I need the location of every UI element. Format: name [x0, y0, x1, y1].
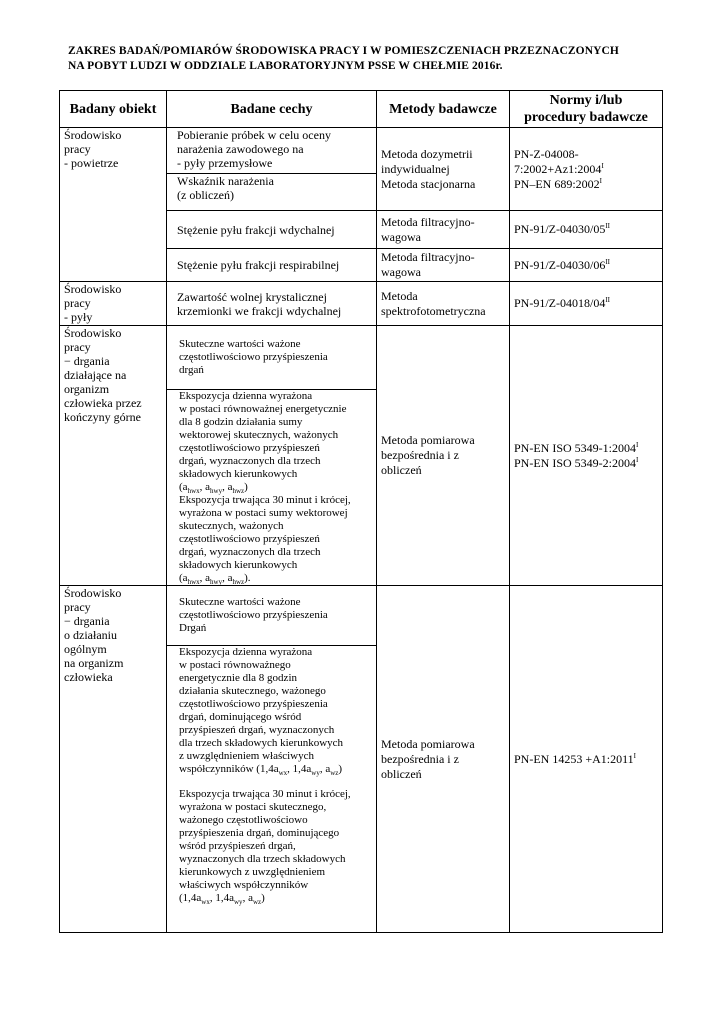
- norm-text: PN-EN ISO $5349-2:2004^I$: [514, 455, 639, 470]
- method-text: Metoda filtracyjno- wagowa: [381, 214, 475, 244]
- feature-text: Pobieranie próbek w celu oceny narażenia zawodowego na - pyły przemysłowe: [177, 128, 331, 170]
- method-cell: [377, 282, 510, 326]
- norm-text: PN-91/Z-04018/04: [514, 296, 606, 310]
- norm-text: PN-EN 14253 +A1:2011: [514, 751, 634, 766]
- norm-cell: $PN-91/Z-04030/06^{II}$: [510, 249, 663, 282]
- document-title: [68, 44, 668, 73]
- table-row: [60, 128, 663, 174]
- norm-text: $7:2002+Az1:2004^I$: [514, 161, 604, 176]
- method-cell: [377, 211, 510, 249]
- header-norms: [510, 91, 663, 128]
- header-features: Badane cechy: [167, 91, 377, 128]
- feature-text: Ekspozycja dzienna wyrażona w postaci równoważnej energetycznie dla 8 godzin działania sumy wektorowej skutecznych, ważonych częstotliwościowo przyśpieszeń drgań, wyznaczonych dla trzech składowych kierunkowych: [179, 390, 347, 480]
- feature-text: Stężenie pyłu frakcji wdychalnej: [177, 222, 335, 237]
- norm-text: PN-91/Z-04030/05: [514, 222, 606, 236]
- feature-cell: [167, 390, 377, 586]
- object-cell: [60, 326, 167, 586]
- feature-cell: [167, 128, 377, 174]
- object-cell: [60, 128, 167, 282]
- feature-text: Skuteczne wartości ważone częstotliwościowo przyśpieszenia drgań: [179, 338, 328, 376]
- table-row: [60, 586, 663, 646]
- object-text: Środowisko pracy - pyły: [64, 282, 122, 324]
- method-cell: [377, 326, 510, 586]
- norm-text: PN-91/Z-04030/06: [514, 257, 606, 272]
- header-norms-line1: Normy i/lub: [549, 93, 623, 108]
- feature-text: Ekspozycja trwająca 30 minut i krócej, wyrażona w postaci skutecznego, ważonego częstotliwościowo przyśpieszenia drgań, dominującego wśród przyśpieszeń drgań, wyznaczonych dla trzech składowych kierunkowych z uwzględnieniem właściwych współczynników: [179, 788, 351, 891]
- feature-text: Wskaźnik narażenia (z obliczeń): [177, 174, 274, 202]
- header-methods: Metody badawcze: [377, 91, 510, 128]
- feature-cell: [167, 646, 377, 933]
- norm-cell: [510, 128, 663, 211]
- feature-text: Ekspozycja trwająca 30 minut i krócej, wyrażona w postaci sumy wektorowej skutecznych, ważonych częstotliwościowo przyśpieszeń drgań, wyznaczonych dla trzech składowych kierunkowych: [179, 494, 351, 571]
- feature-formula: ($1,4a_{wx}$, $1,4a_{wy}$, $a_{wz}$): [179, 892, 265, 907]
- norm-cell: PN-EN $14253 +A1:2011^I$: [510, 586, 663, 933]
- feature-cell: [167, 586, 377, 646]
- norm-cell: $PN-91/Z-04030/05^{II}$: [510, 211, 663, 249]
- feature-cell: [167, 282, 377, 326]
- object-text: Środowisko pracy − drgania działające na organizm człowieka przez kończyny górne: [64, 326, 142, 424]
- method-text: Metoda pomiarowa bezpośrednia i z obliczeń: [381, 433, 475, 477]
- feature-formula: ($a_{hwx}$, $a_{hwy}$, $a_{hwz}$).: [179, 572, 251, 587]
- norm-text: PN-EN ISO $5349-1:2004^I$: [514, 440, 639, 455]
- method-text: Metoda dozymetrii indywidualnej Metoda stacjonarna: [381, 146, 476, 191]
- feature-text: Skuteczne wartości ważone częstotliwościowo przyśpieszenia Drgań: [179, 596, 328, 634]
- norm-cell: [510, 326, 663, 586]
- feature-cell: [167, 249, 377, 282]
- method-cell: [377, 586, 510, 933]
- header-row: [60, 91, 663, 128]
- header-norms-line2: procedury badawcze: [524, 110, 648, 125]
- method-cell: [377, 249, 510, 282]
- method-text: Metoda pomiarowa bezpośrednia i z obliczeń: [381, 736, 475, 781]
- scope-table: [59, 90, 663, 933]
- norm-text: PN–EN $689:2002^I$: [514, 176, 603, 191]
- feature-text: Stężenie pyłu frakcji respirabilnej: [177, 258, 340, 272]
- header-object: Badany obiekt: [60, 91, 167, 128]
- object-cell: [60, 586, 167, 933]
- norm-cell: $PN-91/Z-04018/04^{II}$: [510, 282, 663, 326]
- object-text: Środowisko pracy - powietrze: [64, 128, 122, 170]
- norm-text: PN-Z-04008-: [514, 146, 579, 161]
- feature-cell: [167, 174, 377, 211]
- object-text: Środowisko pracy − drgania o działaniu ogólnym na organizm człowieka: [64, 586, 124, 684]
- title-line-1: ZAKRES BADAŃ/POMIARÓW ŚRODOWISKA PRACY I W POMIESZCZENIACH PRZEZNACZONYCH: [68, 45, 619, 57]
- method-text: Metoda spektrofotometryczna: [381, 288, 486, 318]
- feature-text: Zawartość wolnej krystalicznej krzemionki we frakcji wdychalnej: [177, 289, 342, 318]
- feature-text: Ekspozycja dzienna wyrażona w postaci równoważnego energetycznie dla 8 godzin działania skutecznego, ważonego częstotliwościowo przyśpieszenia drgań, dominującego wśród przyśpieszeń drgań, wyznaczonych dla trzech składowych kierunkowych z uwzględnieniem właściwych współczynników ($1,4a_{wx}$, $1,4a_{wy}$, $a_{wz}$): [179, 646, 344, 778]
- object-cell: [60, 282, 167, 326]
- feature-formula: ($a_{hwx}$, $a_{hwy}$, $a_{hwz}$): [179, 481, 248, 496]
- feature-cell: [167, 211, 377, 249]
- method-cell: [377, 128, 510, 211]
- feature-cell: [167, 326, 377, 390]
- table-row: [60, 282, 663, 326]
- method-text: Metoda filtracyjno- wagowa: [381, 250, 475, 279]
- title-line-2: NA POBYT LUDZI W ODDZIALE LABORATORYJNYM PSSE W CHEŁMIE 2016r.: [68, 59, 503, 72]
- table-row: [60, 326, 663, 390]
